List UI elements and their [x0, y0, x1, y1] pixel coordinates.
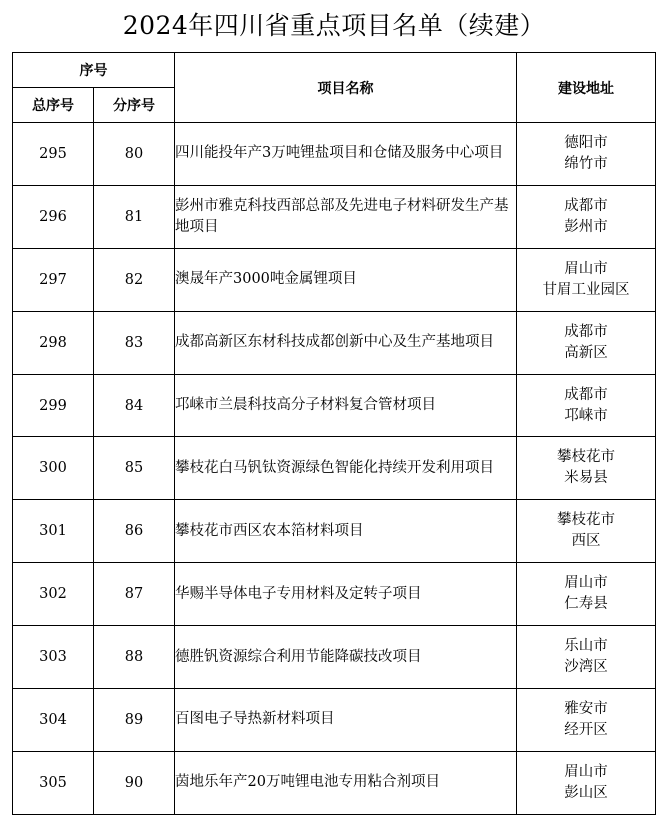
location-district: 甘眉工业园区 [542, 281, 630, 298]
sub-number-cell: 80 [94, 123, 175, 186]
project-name-cell: 攀枝花市西区农本箔材料项目 [175, 500, 517, 563]
sub-number-cell: 82 [94, 248, 175, 311]
location-district: 彭州市 [564, 218, 608, 235]
project-name-cell: 百图电子导热新材料项目 [175, 689, 517, 752]
location-city: 眉山市 [564, 763, 608, 780]
sub-number-cell: 87 [94, 563, 175, 626]
location-city: 德阳市 [564, 134, 608, 151]
table-row [13, 185, 656, 248]
total-number-cell: 299 [13, 374, 94, 437]
sub-number-cell: 84 [94, 374, 175, 437]
location-district: 沙湾区 [564, 659, 608, 676]
location-city: 成都市 [564, 197, 608, 214]
total-number-cell: 301 [13, 500, 94, 563]
project-name-cell: 德胜钒资源综合利用节能降碳技改项目 [175, 626, 517, 689]
sub-number-cell: 83 [94, 311, 175, 374]
table-row [13, 437, 656, 500]
sub-number-cell: 81 [94, 185, 175, 248]
total-number-cell: 296 [13, 185, 94, 248]
sub-number-cell: 90 [94, 751, 175, 814]
table-row [13, 689, 656, 752]
location-cell [517, 123, 656, 186]
table-row [13, 248, 656, 311]
location-district: 彭山区 [564, 784, 608, 801]
location-cell [517, 374, 656, 437]
total-number-cell: 297 [13, 248, 94, 311]
project-name-cell: 四川能投年产3万吨锂盐项目和仓储及服务中心项目 [175, 123, 517, 186]
location-city: 攀枝花市 [557, 512, 615, 529]
project-name-header: 项目名称 [175, 53, 517, 123]
project-name-cell: 澳晟年产3000吨金属锂项目 [175, 248, 517, 311]
sub-number-cell: 88 [94, 626, 175, 689]
table-row [13, 374, 656, 437]
page-title: 2024年四川省重点项目名单（续建） [122, 11, 546, 40]
sub-number-cell: 86 [94, 500, 175, 563]
total-number-cell: 303 [13, 626, 94, 689]
location-district: 高新区 [564, 344, 608, 361]
location-cell [517, 563, 656, 626]
total-number-cell: 302 [13, 563, 94, 626]
project-name-cell: 彭州市雅克科技西部总部及先进电子材料研发生产基地项目 [175, 185, 517, 248]
location-cell [517, 437, 656, 500]
sub-number-cell: 89 [94, 689, 175, 752]
location-cell [517, 689, 656, 752]
total-number-cell: 295 [13, 123, 94, 186]
location-header: 建设地址 [517, 53, 656, 123]
total-number-cell: 304 [13, 689, 94, 752]
location-cell [517, 751, 656, 814]
location-district: 仁寿县 [564, 596, 608, 613]
project-name-cell: 攀枝花白马钒钛资源绿色智能化持续开发利用项目 [175, 437, 517, 500]
location-district: 西区 [571, 533, 601, 550]
sub-number-header: 分序号 [94, 88, 175, 123]
total-number-header: 总序号 [13, 88, 94, 123]
location-cell [517, 500, 656, 563]
total-number-cell: 298 [13, 311, 94, 374]
project-name-cell: 茵地乐年产20万吨锂电池专用粘合剂项目 [175, 751, 517, 814]
location-city: 眉山市 [564, 575, 608, 592]
location-city: 雅安市 [564, 700, 608, 717]
location-city: 成都市 [564, 386, 608, 403]
location-cell [517, 626, 656, 689]
location-district: 米易县 [564, 470, 608, 487]
table-row [13, 311, 656, 374]
location-city: 攀枝花市 [557, 449, 615, 466]
location-cell [517, 311, 656, 374]
table-header-row [13, 53, 656, 88]
project-table [12, 52, 656, 815]
location-district: 邛崃市 [564, 407, 608, 424]
project-name-cell: 邛崃市兰晨科技高分子材料复合管材项目 [175, 374, 517, 437]
serial-group-header: 序号 [13, 53, 175, 88]
total-number-cell: 305 [13, 751, 94, 814]
table-row [13, 563, 656, 626]
table-row [13, 626, 656, 689]
project-name-cell: 成都高新区东材科技成都创新中心及生产基地项目 [175, 311, 517, 374]
sub-number-cell: 85 [94, 437, 175, 500]
project-name-cell: 华赐半导体电子专用材料及定转子项目 [175, 563, 517, 626]
location-city: 成都市 [564, 323, 608, 340]
table-row [13, 123, 656, 186]
location-cell [517, 185, 656, 248]
total-number-cell: 300 [13, 437, 94, 500]
location-city: 眉山市 [564, 260, 608, 277]
location-city: 乐山市 [564, 638, 608, 655]
table-row [13, 751, 656, 814]
table-row [13, 500, 656, 563]
location-cell [517, 248, 656, 311]
location-district: 经开区 [564, 721, 608, 738]
location-district: 绵竹市 [564, 155, 608, 172]
